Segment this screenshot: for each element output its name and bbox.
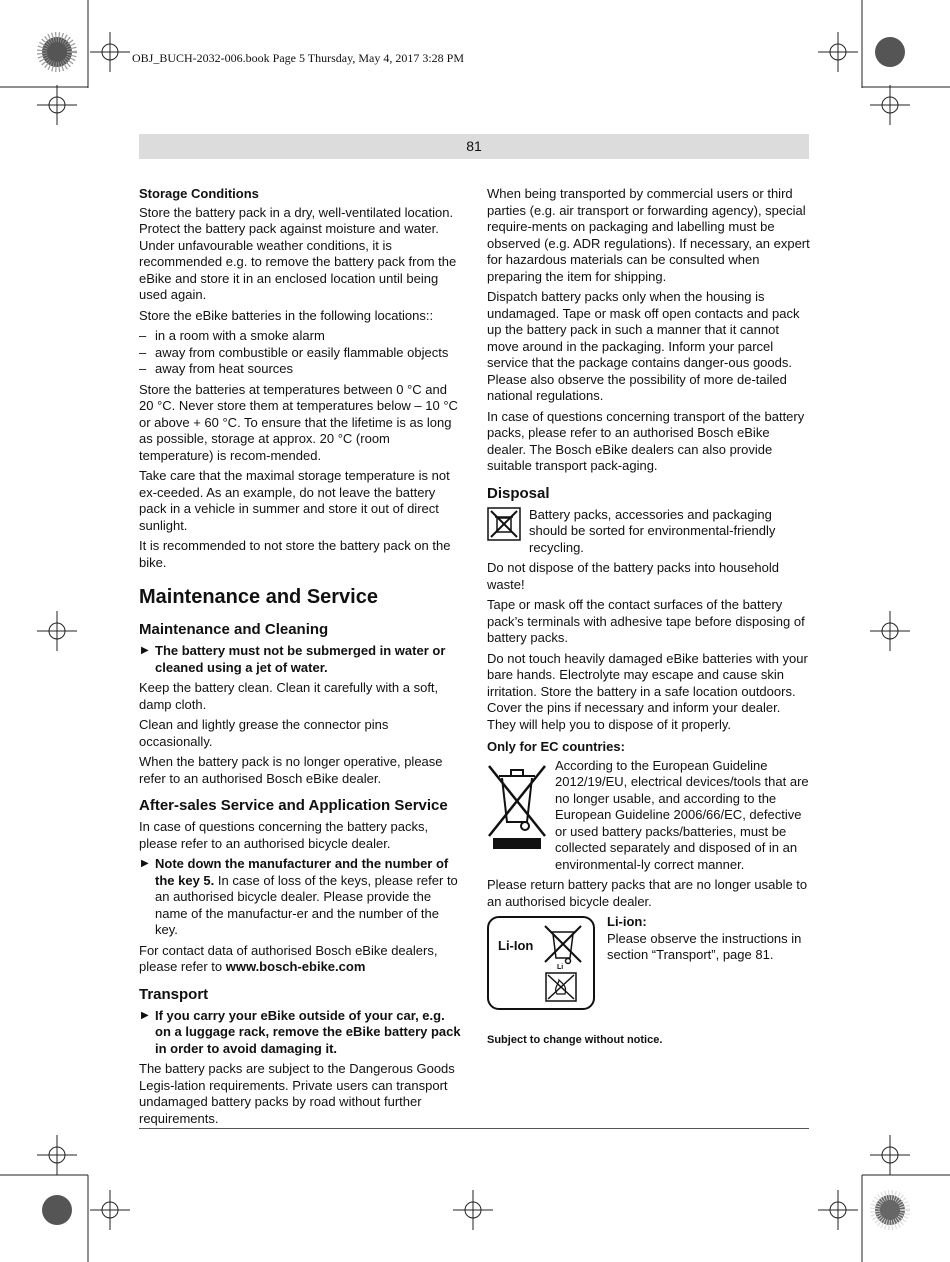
contact-paragraph xyxy=(139,943,462,976)
disposal-paragraph: Do not touch heavily damaged eBike batteries with your bare hands. Electrolyte may escape and cause skin irritation. Store the battery in a safe location outdoors. Cover the pins if necessary and inform your dealer. They will help you to dispose of it properly. xyxy=(487,650,808,732)
ec-note xyxy=(487,758,810,874)
right-column xyxy=(487,186,810,1049)
recycling-note xyxy=(487,507,810,557)
maintenance-paragraph: When the battery pack is no longer operative, please refer to an authorised Bosch eBike dealer. xyxy=(139,754,443,786)
maintenance-paragraph: Clean and lightly grease the connector pins occasionally. xyxy=(139,717,389,749)
aftersales-heading: After-sales Service and Application Service xyxy=(139,797,448,814)
footer-rule xyxy=(139,1128,809,1129)
disposal-heading: Disposal xyxy=(487,484,550,502)
maintenance-cleaning-heading: Maintenance and Cleaning xyxy=(139,621,329,638)
crossed-out-wheelie-bin-icon xyxy=(487,760,547,852)
ec-paragraph: Please return battery packs that are no longer usable to an authorised bicycle dealer. xyxy=(487,877,808,909)
subject-to-change-note: Subject to change without notice. xyxy=(487,1034,663,1046)
transport-paragraph: Dispatch battery packs only when the housing is undamaged. Tape or mask off open contacts and pack up the battery pack in such a manner that it cannot move around in the packaging. Inform your parcel service that the package contains danger-ous goods. Please also observe the possibility of more de-tailed national regulations. xyxy=(487,289,800,403)
disposal-paragraph: Tape or mask off the contact surfaces of the battery pack’s terminals with adhesive tape before disposing of battery packs. xyxy=(487,597,805,645)
storage-locations-list xyxy=(139,328,462,378)
storage-paragraph: Take care that the maximal storage temperature is not ex-ceeded. As an example, do not leave the battery pack in a vehicle in summer and store it out of direct sunlight. xyxy=(139,468,450,533)
triangle-bullet-icon: ▶ xyxy=(141,645,149,656)
transport-paragraph: In case of questions concerning transport of the battery packs, please refer to an authorised Bosch eBike dealer. The Bosch eBike dealers can also provide suitable transport pack-aging. xyxy=(487,408,805,473)
page-number: 81 xyxy=(466,138,482,154)
warning-note xyxy=(139,1008,462,1058)
aftersales-paragraph: In case of questions concerning the battery packs, please refer to an authorised bicycle dealer. xyxy=(139,819,429,851)
key-note-text: In case of loss of the keys, please refer to an authorised bicycle dealer. Please provide the name of the manufactur-er and the number of the key. xyxy=(155,872,458,937)
maintenance-service-heading: Maintenance and Service xyxy=(139,586,378,608)
disposal-paragraph: Do not dispose of the battery packs into household waste! xyxy=(487,560,779,592)
storage-paragraph: It is recommended to not store the battery pack on the bike. xyxy=(139,538,451,570)
maintenance-paragraph: Keep the battery clean. Clean it carefully with a soft, damp cloth. xyxy=(139,680,439,712)
left-column xyxy=(139,186,462,1131)
warning-text: The battery must not be submerged in water or cleaned using a jet of water. xyxy=(155,643,446,675)
liion-paragraph: Please observe the instructions in section “Transport”, page 81. xyxy=(607,930,802,962)
storage-paragraph: Store the battery pack in a dry, well-ventilated location. Protect the battery pack against moisture and water. Under unfavourable weather conditions, it is recommended e.g. to remove the battery pack from the eBike and store it in an enclosed location until being used again. xyxy=(139,204,457,302)
storage-paragraph: Store the batteries at temperatures between 0 °C and 20 °C. Never store them at temperatures below – 10 °C or above + 60 °C. To ensure that the lifetime is as long as possible, storage at approx. 20 °C (room temperature) is recom-mended. xyxy=(139,381,458,463)
transport-paragraph: The battery packs are subject to the Dangerous Goods Legis-lation requirements. Private users can transport undamaged battery packs by road without further requirements. xyxy=(139,1061,455,1126)
storage-paragraph: Store the eBike batteries in the following locations:: xyxy=(139,307,434,323)
triangle-bullet-icon: ▶ xyxy=(141,858,149,869)
liion-heading: Li-ion: xyxy=(607,914,647,929)
ec-paragraph: According to the European Guideline 2012/19/EU, electrical devices/tools that are no longer usable, and according to the European Guideline 2006/66/EC, defective or used battery packs/batteries, must be collected separately and disposed of in an environmental-ly correct manner. xyxy=(555,757,809,872)
storage-heading: Storage Conditions xyxy=(139,186,259,201)
liion-note xyxy=(487,914,810,1010)
liion-note-text xyxy=(607,914,810,964)
transport-heading: Transport xyxy=(139,985,209,1003)
key-note xyxy=(139,856,462,939)
warning-text: If you carry your eBike outside of your car, e.g. on a luggage rack, remove the eBike battery pack in order to avoid damaging it. xyxy=(155,1007,461,1056)
list-item: – in a room with a smoke alarm xyxy=(139,328,462,345)
dealer-link[interactable]: www.bosch-ebike.com xyxy=(225,959,366,974)
no-household-waste-icon xyxy=(487,507,521,541)
liion-symbol-box xyxy=(487,916,595,1010)
print-header: OBJ_BUCH-2032-006.book Page 5 Thursday, May 4, 2017 3:28 PM xyxy=(132,51,464,65)
ec-heading: Only for EC countries: xyxy=(487,739,625,754)
key-note-bold: Note down the manufacturer and the number of the key 5. xyxy=(155,856,449,888)
list-item: – away from heat sources xyxy=(139,361,462,378)
triangle-bullet-icon: ▶ xyxy=(141,1009,149,1021)
disposal-paragraph: Battery packs, accessories and packaging should be sorted for environmental-friendly recycling. xyxy=(529,506,776,555)
no-fire-icon xyxy=(545,972,577,1002)
page-number-band xyxy=(139,134,809,159)
transport-paragraph: When being transported by commercial users or third parties (e.g. air transport or forwarding agency), special require-ments on packaging and labelling must be observed (e.g. ADR regulations). If necessary, an expert for hazardous materials can be consulted when preparing the item for shipping. xyxy=(487,186,810,284)
liion-symbol-label: Li-Ion xyxy=(498,938,534,953)
contact-text: For contact data of authorised Bosch eBike dealers, please refer to xyxy=(139,942,438,974)
li-symbol-label: Li xyxy=(557,964,564,971)
list-item: – away from combustible or easily flammable objects xyxy=(139,345,462,362)
warning-note xyxy=(139,643,462,676)
